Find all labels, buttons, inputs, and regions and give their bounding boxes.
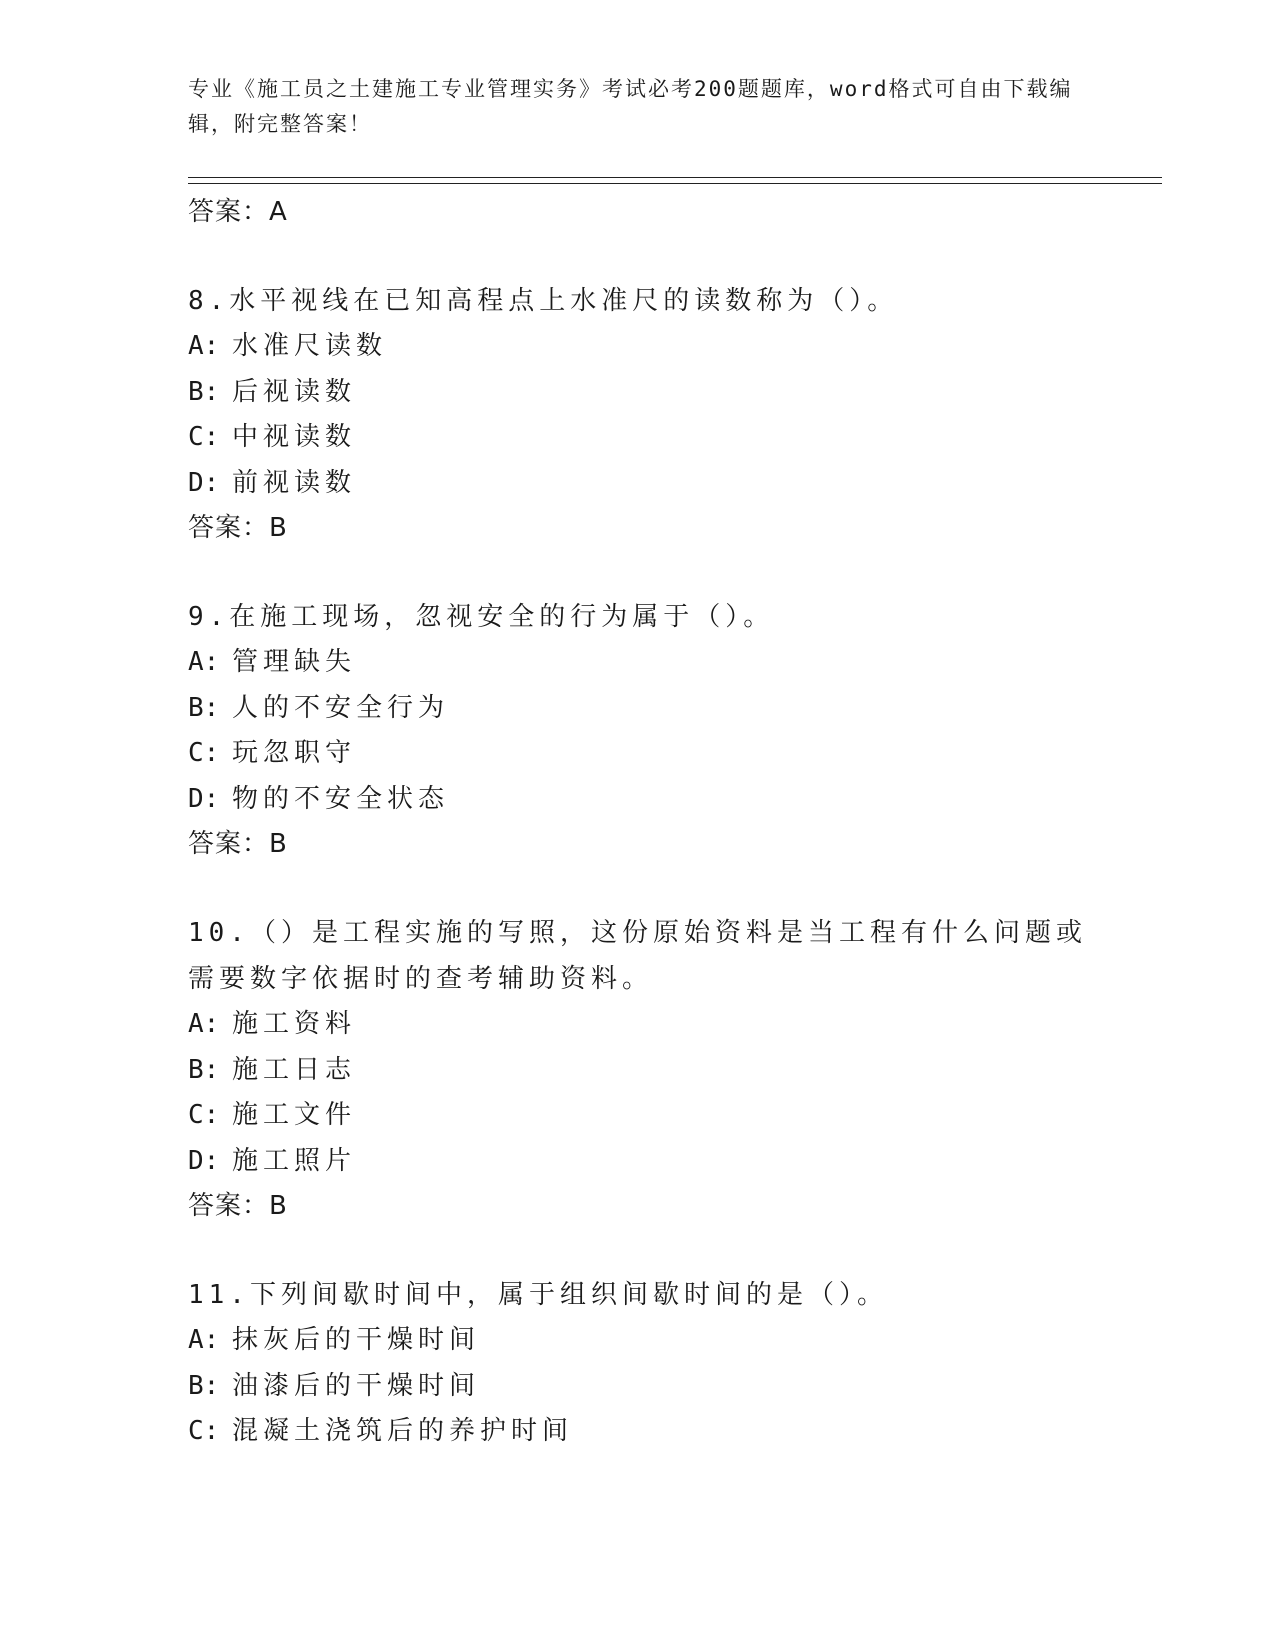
option-d [188, 777, 1148, 823]
option-key: B: [188, 692, 220, 723]
option-text: 人的不安全行为 [232, 692, 450, 723]
question-stem: 8.水平视线在已知高程点上水准尺的读数称为（）。 [188, 286, 899, 316]
option-key: A: [188, 1009, 220, 1039]
option-text: 物的不安全状态 [232, 783, 450, 814]
option-b [188, 1364, 1148, 1410]
answer-line: 答案：B [188, 829, 288, 859]
question-stem: 9.在施工现场，忽视安全的行为属于（）。 [188, 602, 775, 632]
option-a [188, 324, 1148, 370]
option-c [188, 731, 1148, 777]
option-key: A: [188, 647, 220, 677]
question-block [188, 910, 1148, 1229]
option-b [188, 686, 1148, 732]
option-text: 水准尺读数 [232, 331, 388, 361]
option-key: D: [188, 1145, 220, 1176]
question-block [188, 1272, 1148, 1455]
option-c [188, 415, 1148, 461]
answer-line: 答案：B [188, 1191, 288, 1221]
option-key: C: [188, 1100, 220, 1130]
question-stem: 11.下列间歇时间中，属于组织间歇时间的是（）。 [188, 1280, 888, 1310]
option-text: 施工照片 [232, 1145, 357, 1176]
option-key: A: [188, 331, 220, 361]
answer-line: 答案：B [188, 513, 288, 543]
option-text: 前视读数 [232, 467, 357, 498]
option-key: A: [188, 1325, 220, 1355]
option-a [188, 1318, 1148, 1364]
option-text: 施工文件 [232, 1100, 357, 1130]
option-text: 管理缺失 [232, 647, 357, 677]
option-a [188, 1002, 1148, 1048]
option-text: 抹灰后的干燥时间 [232, 1325, 481, 1355]
option-key: C: [188, 738, 220, 768]
document-header: 专业《施工员之土建施工专业管理实务》考试必考200题题库，word格式可自由下载编辑，附完整答案！ [188, 77, 1073, 136]
option-key: C: [188, 422, 220, 452]
option-a [188, 640, 1148, 686]
option-text: 玩忽职守 [232, 738, 357, 768]
header-rule-top [188, 177, 1162, 178]
option-key: B: [188, 1054, 220, 1085]
question-list [188, 190, 1148, 1455]
option-b [188, 1048, 1148, 1094]
option-text: 混凝土浇筑后的养护时间 [232, 1416, 574, 1446]
option-c [188, 1093, 1148, 1139]
option-b [188, 370, 1148, 416]
option-text: 油漆后的干燥时间 [232, 1370, 481, 1401]
header-rule-bottom [188, 183, 1162, 184]
option-d [188, 461, 1148, 507]
question-block [188, 278, 1148, 551]
option-key: D: [188, 783, 220, 814]
option-key: B: [188, 1370, 220, 1401]
option-text: 施工日志 [232, 1054, 357, 1085]
option-text: 后视读数 [232, 376, 357, 407]
option-key: B: [188, 376, 220, 407]
option-key: D: [188, 467, 220, 498]
question-block [188, 594, 1148, 867]
option-c [188, 1409, 1148, 1455]
option-text: 施工资料 [232, 1009, 357, 1039]
question-stem: 10.（）是工程实施的写照，这份原始资料是当工程有什么问题或需要数字依据时的查考辅助资料。 [188, 918, 1087, 994]
option-text: 中视读数 [232, 422, 357, 452]
answer-line: 答案：A [188, 197, 288, 227]
option-d [188, 1139, 1148, 1185]
option-key: C: [188, 1416, 220, 1446]
